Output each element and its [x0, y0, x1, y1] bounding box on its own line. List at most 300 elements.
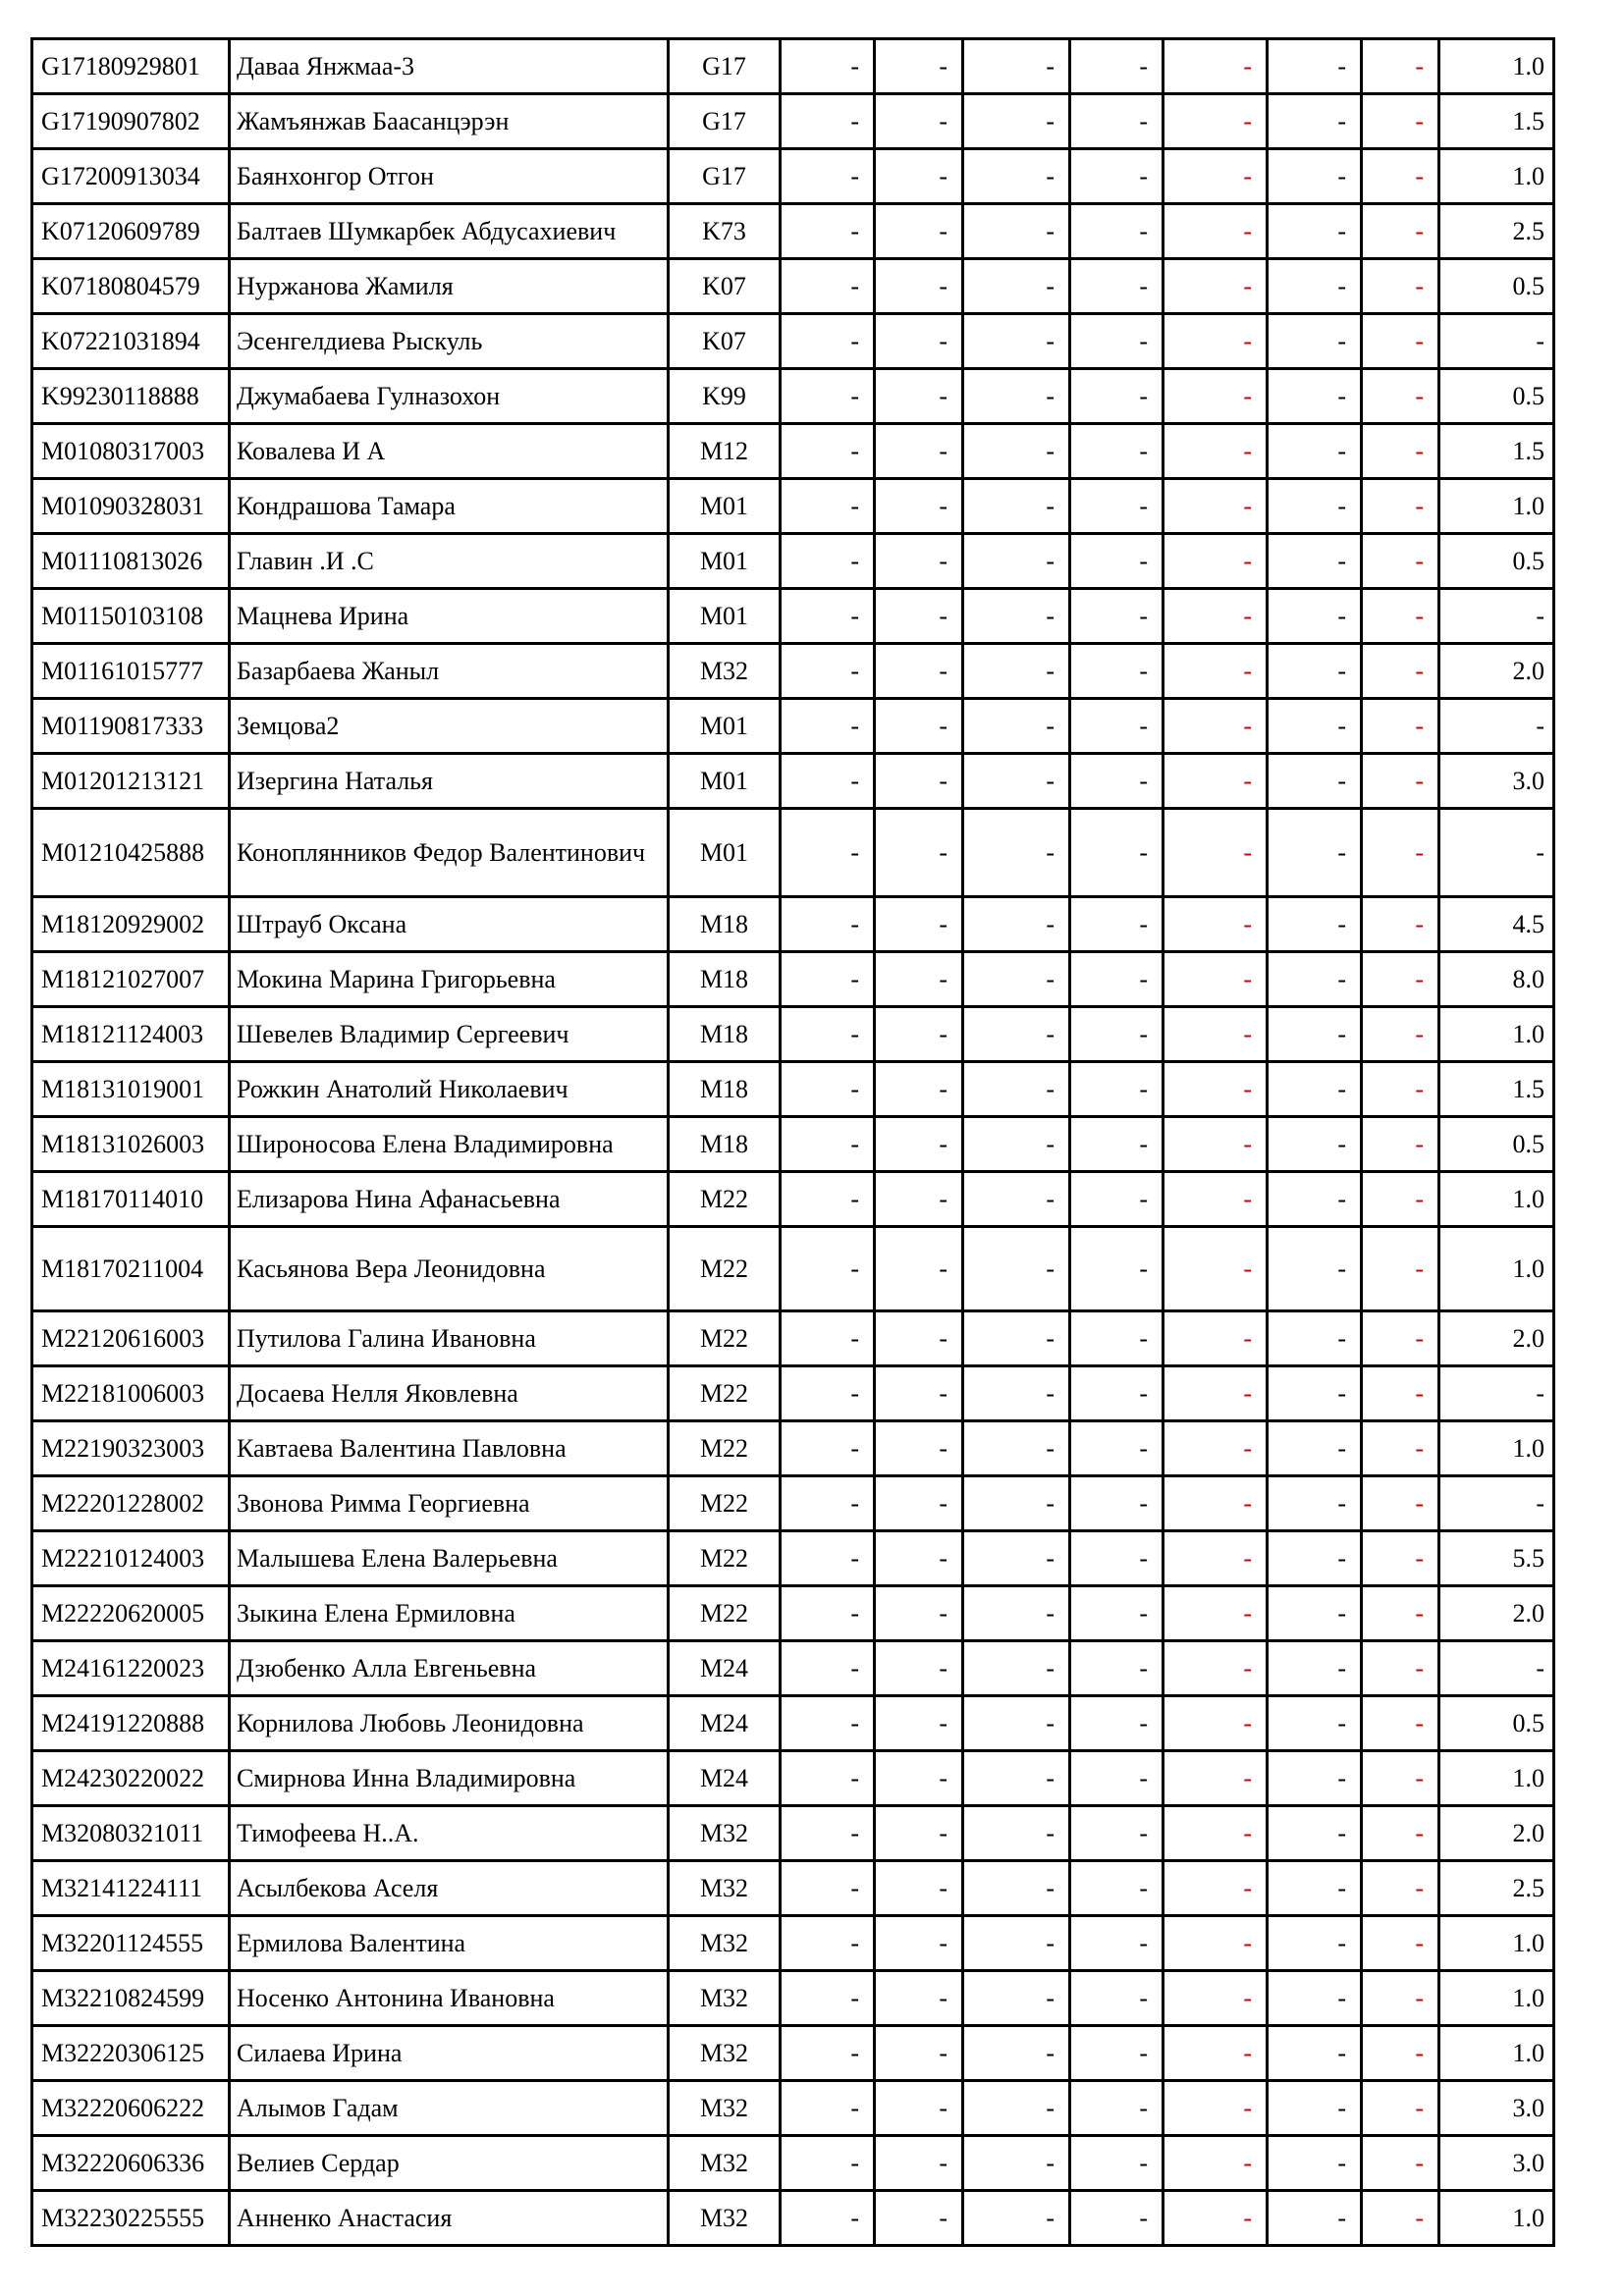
cell-col-6: -: [1268, 1117, 1362, 1172]
cell-col-3: -: [963, 424, 1070, 479]
cell-col-1: -: [781, 1971, 875, 2026]
cell-col-3: -: [963, 1476, 1070, 1531]
cell-name: Асылбекова Аселя: [230, 1861, 669, 1916]
cell-col-2: -: [875, 897, 963, 952]
cell-col-6: -: [1268, 2081, 1362, 2136]
cell-col-4: -: [1070, 589, 1164, 644]
cell-col-1: -: [781, 1916, 875, 1971]
table-row: [32, 754, 1554, 809]
table-row: [32, 1916, 1554, 1971]
cell-value: 1.0: [1439, 1172, 1554, 1227]
cell-value: 3.0: [1439, 2081, 1554, 2136]
cell-group: M18: [669, 1117, 781, 1172]
cell-col-2: -: [875, 644, 963, 699]
cell-col-5: -: [1164, 1476, 1268, 1531]
cell-col-4: -: [1070, 1531, 1164, 1586]
cell-value: 1.0: [1439, 39, 1554, 94]
cell-col-2: -: [875, 809, 963, 897]
cell-name: Коноплянников Федор Валентинович: [230, 809, 669, 897]
cell-col-2: -: [875, 952, 963, 1007]
cell-col-7: -: [1362, 424, 1439, 479]
cell-col-6: -: [1268, 897, 1362, 952]
cell-col-2: -: [875, 2191, 963, 2246]
cell-col-1: -: [781, 1586, 875, 1641]
table-row: [32, 1531, 1554, 1586]
cell-col-7: -: [1362, 149, 1439, 204]
cell-group: M22: [669, 1421, 781, 1476]
cell-col-1: -: [781, 1311, 875, 1366]
cell-col-7: -: [1362, 259, 1439, 314]
cell-col-2: -: [875, 1117, 963, 1172]
cell-code: M01210425888: [32, 809, 230, 897]
cell-col-2: -: [875, 1172, 963, 1227]
cell-name: Джумабаева Гулназохон: [230, 369, 669, 424]
cell-col-4: -: [1070, 2136, 1164, 2191]
cell-code: M32230225555: [32, 2191, 230, 2246]
cell-col-3: -: [963, 1172, 1070, 1227]
cell-value: 1.0: [1439, 1751, 1554, 1806]
cell-col-6: -: [1268, 1007, 1362, 1062]
cell-name: Алымов Гадам: [230, 2081, 669, 2136]
cell-col-5: -: [1164, 589, 1268, 644]
cell-col-4: -: [1070, 754, 1164, 809]
cell-col-2: -: [875, 204, 963, 259]
cell-name: Баянхонгор Отгон: [230, 149, 669, 204]
cell-col-3: -: [963, 1531, 1070, 1586]
cell-group: M22: [669, 1531, 781, 1586]
cell-group: K07: [669, 314, 781, 369]
cell-col-3: -: [963, 39, 1070, 94]
cell-group: M01: [669, 809, 781, 897]
cell-name: Малышева Елена Валерьевна: [230, 1531, 669, 1586]
table-row: [32, 897, 1554, 952]
cell-name: Жамъянжав Баасанцэрэн: [230, 94, 669, 149]
cell-col-1: -: [781, 952, 875, 1007]
table-row: [32, 314, 1554, 369]
cell-col-2: -: [875, 479, 963, 534]
table-row: [32, 1971, 1554, 2026]
cell-col-7: -: [1362, 369, 1439, 424]
cell-group: M01: [669, 479, 781, 534]
cell-group: M01: [669, 754, 781, 809]
cell-name: Главин .И .С: [230, 534, 669, 589]
cell-col-5: -: [1164, 94, 1268, 149]
cell-col-5: -: [1164, 39, 1268, 94]
cell-col-6: -: [1268, 1062, 1362, 1117]
cell-group: M32: [669, 2081, 781, 2136]
cell-col-2: -: [875, 534, 963, 589]
table-row: [32, 1586, 1554, 1641]
cell-col-4: -: [1070, 1971, 1164, 2026]
cell-col-7: -: [1362, 1586, 1439, 1641]
cell-name: Штрауб Оксана: [230, 897, 669, 952]
cell-code: M32220306125: [32, 2026, 230, 2081]
table-row: [32, 2081, 1554, 2136]
cell-col-1: -: [781, 1172, 875, 1227]
cell-col-3: -: [963, 1861, 1070, 1916]
cell-name: Дзюбенко Алла Евгеньевна: [230, 1641, 669, 1696]
cell-group: M12: [669, 424, 781, 479]
table-row: [32, 1117, 1554, 1172]
cell-col-4: -: [1070, 1476, 1164, 1531]
cell-col-1: -: [781, 369, 875, 424]
cell-col-7: -: [1362, 1861, 1439, 1916]
cell-group: M01: [669, 534, 781, 589]
cell-col-2: -: [875, 2136, 963, 2191]
cell-col-2: -: [875, 1366, 963, 1421]
cell-col-7: -: [1362, 204, 1439, 259]
cell-col-7: -: [1362, 1971, 1439, 2026]
cell-col-5: -: [1164, 369, 1268, 424]
cell-col-6: -: [1268, 424, 1362, 479]
cell-col-6: -: [1268, 1421, 1362, 1476]
cell-value: -: [1439, 589, 1554, 644]
cell-col-5: -: [1164, 2136, 1268, 2191]
cell-col-2: -: [875, 149, 963, 204]
cell-value: 3.0: [1439, 2136, 1554, 2191]
cell-name: Носенко Антонина Ивановна: [230, 1971, 669, 2026]
cell-col-6: -: [1268, 1641, 1362, 1696]
cell-col-6: -: [1268, 1806, 1362, 1861]
cell-col-5: -: [1164, 1311, 1268, 1366]
cell-col-1: -: [781, 1421, 875, 1476]
cell-code: K07180804579: [32, 259, 230, 314]
table-row: [32, 809, 1554, 897]
cell-col-4: -: [1070, 1916, 1164, 1971]
cell-col-7: -: [1362, 754, 1439, 809]
cell-col-2: -: [875, 754, 963, 809]
cell-col-1: -: [781, 644, 875, 699]
cell-code: M22190323003: [32, 1421, 230, 1476]
cell-col-5: -: [1164, 644, 1268, 699]
cell-group: M32: [669, 2026, 781, 2081]
table-row: [32, 94, 1554, 149]
cell-col-7: -: [1362, 1476, 1439, 1531]
cell-col-2: -: [875, 1311, 963, 1366]
table-row: [32, 369, 1554, 424]
cell-col-3: -: [963, 2026, 1070, 2081]
cell-col-4: -: [1070, 204, 1164, 259]
cell-name: Велиев Сердар: [230, 2136, 669, 2191]
cell-col-6: -: [1268, 1172, 1362, 1227]
cell-col-2: -: [875, 424, 963, 479]
table-row: [32, 424, 1554, 479]
cell-col-2: -: [875, 1696, 963, 1751]
cell-col-7: -: [1362, 1751, 1439, 1806]
cell-value: 8.0: [1439, 952, 1554, 1007]
cell-col-5: -: [1164, 1117, 1268, 1172]
cell-col-1: -: [781, 2026, 875, 2081]
cell-col-3: -: [963, 2191, 1070, 2246]
cell-group: M01: [669, 589, 781, 644]
table-row: [32, 2026, 1554, 2081]
cell-col-7: -: [1362, 1117, 1439, 1172]
cell-col-2: -: [875, 259, 963, 314]
cell-col-6: -: [1268, 259, 1362, 314]
cell-col-6: -: [1268, 754, 1362, 809]
cell-col-4: -: [1070, 259, 1164, 314]
cell-col-4: -: [1070, 424, 1164, 479]
table-row: [32, 39, 1554, 94]
cell-col-2: -: [875, 1227, 963, 1311]
cell-col-5: -: [1164, 2026, 1268, 2081]
cell-col-5: -: [1164, 1062, 1268, 1117]
cell-col-7: -: [1362, 1062, 1439, 1117]
cell-col-1: -: [781, 699, 875, 754]
cell-col-5: -: [1164, 204, 1268, 259]
cell-value: 2.0: [1439, 1586, 1554, 1641]
cell-code: M22201228002: [32, 1476, 230, 1531]
cell-col-2: -: [875, 699, 963, 754]
cell-col-5: -: [1164, 1751, 1268, 1806]
cell-col-1: -: [781, 897, 875, 952]
cell-col-7: -: [1362, 1641, 1439, 1696]
cell-col-2: -: [875, 94, 963, 149]
cell-col-5: -: [1164, 1861, 1268, 1916]
cell-col-5: -: [1164, 1806, 1268, 1861]
table-row: [32, 1421, 1554, 1476]
table-row: [32, 1751, 1554, 1806]
cell-col-4: -: [1070, 534, 1164, 589]
cell-col-2: -: [875, 1007, 963, 1062]
table-row: [32, 1696, 1554, 1751]
cell-col-4: -: [1070, 1586, 1164, 1641]
cell-col-4: -: [1070, 1227, 1164, 1311]
table-row: [32, 1227, 1554, 1311]
table-row: [32, 1062, 1554, 1117]
cell-name: Смирнова Инна Владимировна: [230, 1751, 669, 1806]
cell-col-3: -: [963, 1751, 1070, 1806]
cell-group: M18: [669, 897, 781, 952]
cell-col-1: -: [781, 204, 875, 259]
cell-value: 0.5: [1439, 369, 1554, 424]
cell-col-7: -: [1362, 589, 1439, 644]
cell-col-3: -: [963, 1586, 1070, 1641]
table-row: [32, 2136, 1554, 2191]
cell-group: M22: [669, 1586, 781, 1641]
cell-col-7: -: [1362, 1916, 1439, 1971]
cell-col-2: -: [875, 1916, 963, 1971]
cell-col-2: -: [875, 589, 963, 644]
cell-col-4: -: [1070, 1641, 1164, 1696]
cell-col-6: -: [1268, 1971, 1362, 2026]
cell-col-2: -: [875, 2026, 963, 2081]
cell-name: Кондрашова Тамара: [230, 479, 669, 534]
cell-col-2: -: [875, 1586, 963, 1641]
cell-code: M24230220022: [32, 1751, 230, 1806]
cell-group: M24: [669, 1696, 781, 1751]
cell-col-4: -: [1070, 644, 1164, 699]
cell-code: K07221031894: [32, 314, 230, 369]
cell-col-4: -: [1070, 39, 1164, 94]
cell-col-1: -: [781, 2136, 875, 2191]
cell-value: -: [1439, 1366, 1554, 1421]
cell-group: K99: [669, 369, 781, 424]
cell-name: Шевелев Владимир Сергеевич: [230, 1007, 669, 1062]
cell-col-3: -: [963, 369, 1070, 424]
cell-group: G17: [669, 149, 781, 204]
cell-name: Мацнева Ирина: [230, 589, 669, 644]
cell-code: M01090328031: [32, 479, 230, 534]
cell-col-4: -: [1070, 1366, 1164, 1421]
cell-col-3: -: [963, 1641, 1070, 1696]
cell-code: M18170114010: [32, 1172, 230, 1227]
cell-col-6: -: [1268, 1586, 1362, 1641]
cell-group: M24: [669, 1641, 781, 1696]
cell-col-5: -: [1164, 1366, 1268, 1421]
cell-group: M22: [669, 1172, 781, 1227]
cell-code: M32210824599: [32, 1971, 230, 2026]
cell-code: M18120929002: [32, 897, 230, 952]
cell-col-2: -: [875, 1861, 963, 1916]
cell-value: 1.0: [1439, 1916, 1554, 1971]
cell-col-6: -: [1268, 1916, 1362, 1971]
cell-code: M32220606336: [32, 2136, 230, 2191]
cell-code: M22181006003: [32, 1366, 230, 1421]
cell-col-1: -: [781, 2081, 875, 2136]
cell-col-5: -: [1164, 1007, 1268, 1062]
table-row: [32, 1476, 1554, 1531]
cell-col-6: -: [1268, 589, 1362, 644]
cell-col-5: -: [1164, 809, 1268, 897]
cell-col-5: -: [1164, 1531, 1268, 1586]
cell-col-1: -: [781, 314, 875, 369]
table-row: [32, 589, 1554, 644]
cell-value: 0.5: [1439, 259, 1554, 314]
cell-code: M01201213121: [32, 754, 230, 809]
cell-name: Досаева Нелля Яковлевна: [230, 1366, 669, 1421]
cell-col-5: -: [1164, 259, 1268, 314]
cell-group: M32: [669, 2136, 781, 2191]
cell-col-5: -: [1164, 2081, 1268, 2136]
cell-col-6: -: [1268, 1696, 1362, 1751]
cell-col-5: -: [1164, 1421, 1268, 1476]
cell-col-5: -: [1164, 1172, 1268, 1227]
cell-group: M32: [669, 1971, 781, 2026]
cell-value: 1.0: [1439, 2026, 1554, 2081]
cell-col-3: -: [963, 259, 1070, 314]
cell-code: M22210124003: [32, 1531, 230, 1586]
cell-col-1: -: [781, 149, 875, 204]
cell-value: 1.0: [1439, 1421, 1554, 1476]
cell-col-6: -: [1268, 644, 1362, 699]
cell-col-2: -: [875, 369, 963, 424]
cell-name: Корнилова Любовь Леонидовна: [230, 1696, 669, 1751]
cell-value: 2.5: [1439, 204, 1554, 259]
cell-col-6: -: [1268, 314, 1362, 369]
cell-col-2: -: [875, 1971, 963, 2026]
cell-col-4: -: [1070, 2026, 1164, 2081]
cell-group: G17: [669, 39, 781, 94]
cell-group: M24: [669, 1751, 781, 1806]
cell-col-7: -: [1362, 534, 1439, 589]
cell-col-6: -: [1268, 2191, 1362, 2246]
cell-name: Елизарова Нина Афанасьевна: [230, 1172, 669, 1227]
cell-code: M32080321011: [32, 1806, 230, 1861]
table-row: [32, 1311, 1554, 1366]
cell-col-7: -: [1362, 699, 1439, 754]
cell-code: M32141224111: [32, 1861, 230, 1916]
cell-code: M18170211004: [32, 1227, 230, 1311]
cell-col-4: -: [1070, 1117, 1164, 1172]
cell-group: M32: [669, 644, 781, 699]
table-row: [32, 1861, 1554, 1916]
cell-col-6: -: [1268, 94, 1362, 149]
cell-code: K07120609789: [32, 204, 230, 259]
cell-group: M18: [669, 952, 781, 1007]
cell-col-5: -: [1164, 952, 1268, 1007]
cell-group: K07: [669, 259, 781, 314]
cell-code: G17200913034: [32, 149, 230, 204]
cell-col-3: -: [963, 1971, 1070, 2026]
cell-col-7: -: [1362, 1366, 1439, 1421]
cell-value: 5.5: [1439, 1531, 1554, 1586]
cell-col-1: -: [781, 1366, 875, 1421]
cell-group: M32: [669, 1806, 781, 1861]
cell-col-1: -: [781, 479, 875, 534]
cell-code: M01080317003: [32, 424, 230, 479]
table-row: [32, 952, 1554, 1007]
cell-col-7: -: [1362, 1806, 1439, 1861]
cell-col-4: -: [1070, 897, 1164, 952]
cell-name: Силаева Ирина: [230, 2026, 669, 2081]
cell-col-5: -: [1164, 1586, 1268, 1641]
cell-value: 1.5: [1439, 424, 1554, 479]
cell-col-2: -: [875, 1751, 963, 1806]
cell-col-3: -: [963, 589, 1070, 644]
cell-group: M22: [669, 1476, 781, 1531]
cell-col-7: -: [1362, 2136, 1439, 2191]
table-row: [32, 699, 1554, 754]
cell-col-7: -: [1362, 39, 1439, 94]
cell-col-1: -: [781, 1861, 875, 1916]
cell-col-4: -: [1070, 1007, 1164, 1062]
cell-col-5: -: [1164, 479, 1268, 534]
cell-col-3: -: [963, 479, 1070, 534]
table-row: [32, 479, 1554, 534]
cell-col-4: -: [1070, 149, 1164, 204]
cell-value: 1.5: [1439, 94, 1554, 149]
cell-col-5: -: [1164, 424, 1268, 479]
cell-col-5: -: [1164, 754, 1268, 809]
cell-col-7: -: [1362, 1531, 1439, 1586]
cell-group: M01: [669, 699, 781, 754]
table-row: [32, 149, 1554, 204]
cell-name: Анненко Анастасия: [230, 2191, 669, 2246]
cell-col-5: -: [1164, 1641, 1268, 1696]
cell-name: Земцова2: [230, 699, 669, 754]
cell-name: Базарбаева Жаныл: [230, 644, 669, 699]
cell-value: 2.0: [1439, 1311, 1554, 1366]
cell-col-3: -: [963, 314, 1070, 369]
cell-col-7: -: [1362, 1311, 1439, 1366]
cell-col-2: -: [875, 2081, 963, 2136]
cell-code: M18121124003: [32, 1007, 230, 1062]
cell-col-7: -: [1362, 809, 1439, 897]
table-row: [32, 534, 1554, 589]
cell-col-3: -: [963, 699, 1070, 754]
cell-col-2: -: [875, 1421, 963, 1476]
cell-col-6: -: [1268, 479, 1362, 534]
cell-name: Рожкин Анатолий Николаевич: [230, 1062, 669, 1117]
cell-code: M32220606222: [32, 2081, 230, 2136]
cell-col-1: -: [781, 1007, 875, 1062]
cell-col-6: -: [1268, 952, 1362, 1007]
cell-code: M18121027007: [32, 952, 230, 1007]
cell-col-7: -: [1362, 1007, 1439, 1062]
cell-col-7: -: [1362, 479, 1439, 534]
cell-col-5: -: [1164, 2191, 1268, 2246]
